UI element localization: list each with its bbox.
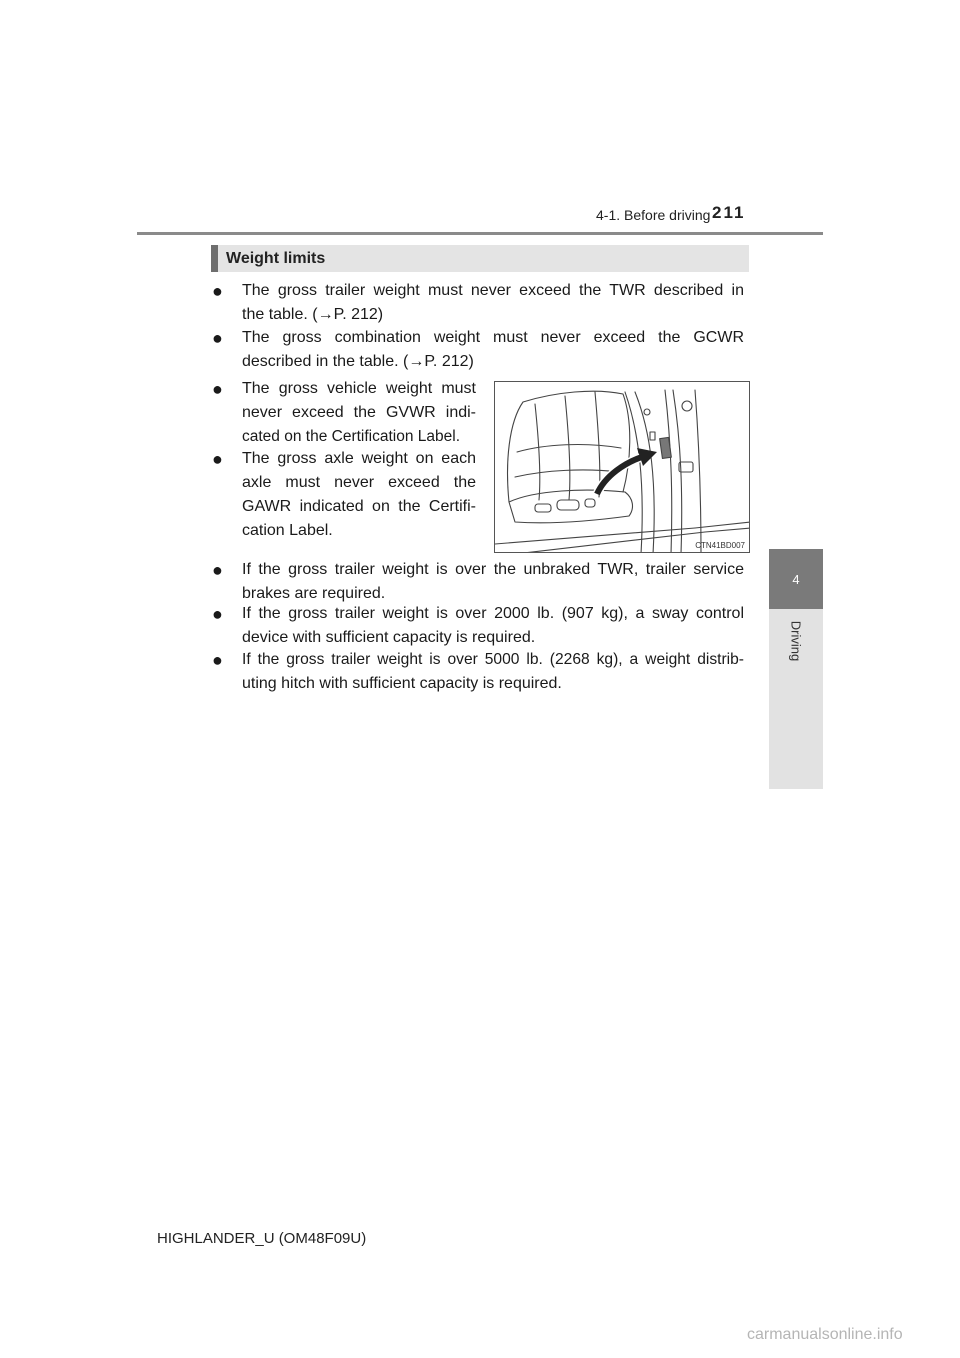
bullet-line: If the gross trailer weight is over 2000 lb. (907 kg), a sway control (242, 605, 744, 622)
bullet-line: The gross axle weight on each (242, 450, 476, 467)
bullet-item (212, 602, 750, 650)
section-title: 4-1. Before driving (596, 207, 711, 223)
bullet-item (212, 377, 480, 449)
bullet-dot: ● (212, 650, 223, 670)
bullet-item (212, 558, 750, 606)
bullet-line: cated on the Certification Label. (242, 428, 460, 445)
door-pillar-illustration-icon (495, 382, 750, 553)
bullet-line: brakes are required. (242, 585, 386, 602)
bullet-text (242, 648, 744, 696)
bullet-line: uting hitch with sufficient capacity is required. (242, 675, 562, 692)
bullet-line: If the gross trailer weight is over the unbraked TWR, trailer service (242, 561, 744, 578)
chapter-tab: 4 (769, 549, 823, 609)
header-rule (137, 232, 823, 235)
bullet-line: described in the table. (→P. 212) (242, 353, 474, 370)
chapter-label-text: Driving (788, 620, 804, 662)
bullet-line: device with sufficient capacity is required. (242, 629, 536, 646)
bullet-line: The gross trailer weight must never exceed the TWR described in (242, 282, 744, 299)
bullet-dot: ● (212, 379, 223, 399)
bullet-line: The gross vehicle weight must (242, 380, 476, 397)
bullet-text (242, 326, 744, 374)
bullet-line: If the gross trailer weight is over 5000 lb. (2268 kg), a weight distrib- (242, 651, 744, 668)
figure-code: CTN41BD007 (695, 541, 745, 550)
bullet-text (242, 447, 476, 543)
bullet-item (212, 326, 750, 374)
bullet-line: the table. (→P. 212) (242, 306, 384, 323)
bullet-line: axle must never exceed the (242, 474, 476, 491)
heading-text: Weight limits (226, 250, 326, 267)
bullet-text (242, 377, 476, 449)
watermark: carmanualsonline.info (747, 1326, 903, 1343)
footer-model-code: HIGHLANDER_U (OM48F09U) (157, 1230, 367, 1247)
bullet-text (242, 558, 744, 606)
bullet-line: The gross combination weight must never exceed the GCWR (242, 329, 744, 346)
bullet-text (242, 602, 744, 650)
chapter-label (769, 609, 823, 669)
bullet-dot: ● (212, 449, 223, 469)
bullet-dot: ● (212, 604, 223, 624)
bullet-line: cation Label. (242, 522, 333, 539)
certification-label-figure (494, 381, 750, 553)
bullet-dot: ● (212, 560, 223, 580)
page-number: 211 (712, 203, 746, 222)
bullet-item (212, 648, 750, 696)
bullet-dot: ● (212, 281, 223, 301)
bullet-item (212, 279, 750, 327)
weight-limits-heading (211, 245, 749, 272)
bullet-item (212, 447, 480, 543)
bullet-line: never exceed the GVWR indi- (242, 404, 476, 421)
bullet-text (242, 279, 744, 327)
bullet-dot: ● (212, 328, 223, 348)
page-header (0, 0, 960, 240)
bullet-line: GAWR indicated on the Certifi- (242, 498, 476, 515)
